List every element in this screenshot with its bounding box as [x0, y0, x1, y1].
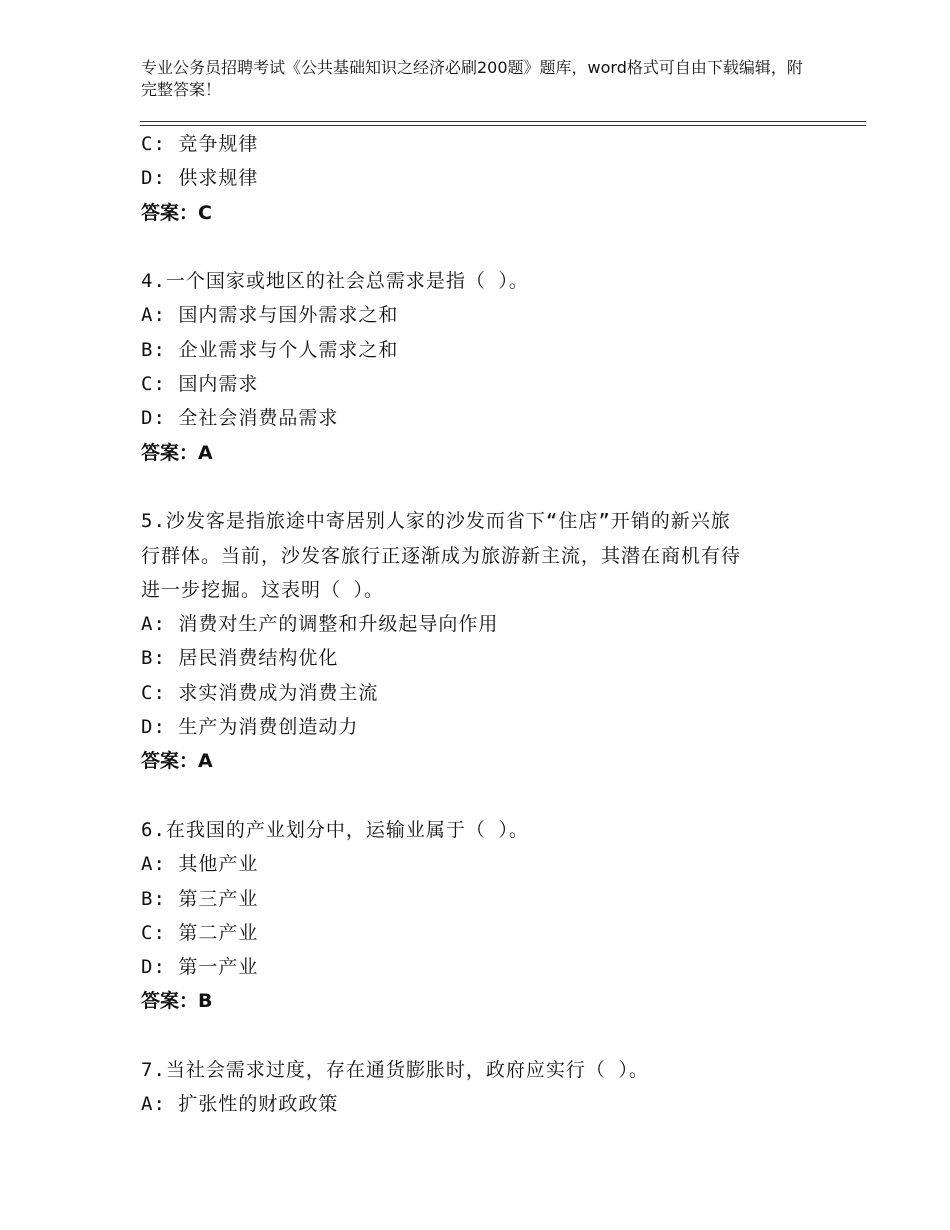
question-list: [141, 127, 821, 1122]
answer-label: 答案：A: [141, 441, 213, 464]
question-stem-line-2: 行群体。当前，沙发客旅行正逐渐成为旅游新主流，其潜在商机有待: [141, 544, 742, 567]
header-rule-bottom: [140, 125, 866, 126]
option-a: A: 消费对生产的调整和升级起导向作用: [141, 613, 499, 636]
question-stem: 7.当社会需求过度，存在通货膨胀时，政府应实行（ ）。: [141, 1059, 649, 1082]
option-b: B: 第三产业: [141, 887, 259, 910]
option-c: C: 求实消费成为消费主流: [141, 681, 379, 704]
question-5: [141, 504, 821, 778]
option-c: C: 第二产业: [141, 921, 259, 944]
answer-label: 答案：C: [141, 201, 212, 224]
option-d: D: 供求规律: [141, 167, 259, 190]
question-3-tail: [141, 127, 821, 230]
question-stem-line-3: 进一步挖掘。这表明（ ）。: [141, 578, 384, 601]
option-d: D: 全社会消费品需求: [141, 407, 339, 430]
question-stem-line-1: 5.沙发客是指旅途中寄居别人家的沙发而省下“住店”开销的新兴旅: [141, 510, 731, 533]
header-rule-top: [140, 121, 866, 122]
option-c: C: 国内需求: [141, 373, 259, 396]
option-d: D: 第一产业: [141, 956, 259, 979]
option-a: A: 国内需求与国外需求之和: [141, 304, 399, 327]
question-7: [141, 1053, 821, 1122]
option-b: B: 企业需求与个人需求之和: [141, 338, 399, 361]
spacer: [141, 779, 821, 813]
answer-label: 答案：A: [141, 750, 213, 773]
option-c: C: 竞争规律: [141, 133, 259, 155]
option-b: B: 居民消费结构优化: [141, 647, 339, 670]
answer-label: 答案：B: [141, 990, 213, 1013]
option-d: D: 生产为消费创造动力: [141, 716, 359, 739]
option-a: A: 扩张性的财政政策: [141, 1093, 339, 1116]
question-4: [141, 264, 821, 470]
question-stem: 6.在我国的产业划分中，运输业属于（ ）。: [141, 818, 529, 841]
question-6: [141, 813, 821, 1019]
document-header: 专业公务员招聘考试《公共基础知识之经济必刷200题》题库，word格式可自由下载编辑，附完整答案！: [141, 58, 803, 99]
spacer: [141, 1019, 821, 1053]
question-stem: 4.一个国家或地区的社会总需求是指（ ）。: [141, 270, 529, 293]
option-a: A: 其他产业: [141, 853, 259, 876]
spacer: [141, 230, 821, 264]
spacer: [141, 470, 821, 504]
